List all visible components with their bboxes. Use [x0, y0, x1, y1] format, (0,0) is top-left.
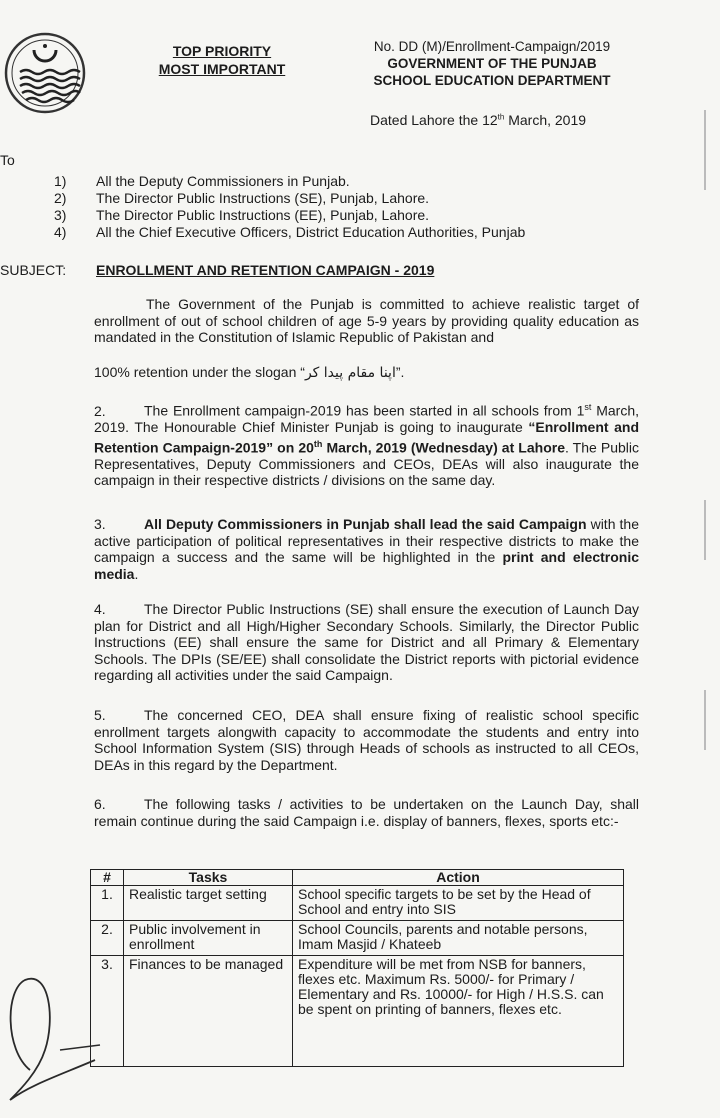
- row-number: 3.: [91, 956, 124, 1067]
- recipient-item: [54, 173, 525, 190]
- paragraph-1-slogan-line: [94, 364, 639, 382]
- paragraph-2: [94, 399, 639, 489]
- paragraph-4-text: The Director Public Instructions (SE) shall ensure the execution of Launch Day plan for District and all High/Higher Secondary Schools. Similarly, the Director Public Instructions (EE) shall ensure the same for District and all Primary & Elementary Schools. The DPIs (SE/EE) shall consolidate the District reports with pictorial evidence regarding all activities under the said Campaign.: [94, 601, 639, 683]
- recipient-number: 2): [54, 190, 67, 206]
- row-task: Finances to be managed: [124, 956, 293, 1067]
- table-row: [91, 886, 624, 921]
- to-label: To: [0, 152, 15, 168]
- paragraph-number: 6.: [94, 796, 106, 812]
- row-number: 1.: [91, 886, 124, 921]
- paragraph-number: 2.: [94, 402, 106, 419]
- department-name: SCHOOL EDUCATION DEPARTMENT: [373, 73, 611, 88]
- slogan-text: اپنا مقام پیدا کر: [304, 365, 396, 381]
- date-line: [370, 112, 586, 128]
- column-header-number: #: [91, 870, 124, 886]
- paragraph-5: [94, 707, 639, 773]
- paragraph-4: [94, 601, 639, 684]
- recipient-number: 3): [54, 207, 67, 223]
- recipient-text: The Director Public Instructions (EE), Punjab, Lahore.: [96, 207, 430, 223]
- paragraph-3-bold-a: All Deputy Commissioners in Punjab shall lead the said Campaign: [144, 516, 587, 532]
- column-header-action: Action: [293, 870, 624, 886]
- letterhead: [352, 38, 632, 89]
- paragraph-2-text-a: The Enrollment campaign-2019 has been started in all schools from 1: [144, 402, 585, 419]
- paragraph-3: [94, 516, 639, 582]
- paragraph-3-text-b: .: [134, 565, 139, 582]
- scan-edge-mark: [704, 110, 706, 190]
- subject-text: ENROLLMENT AND RETENTION CAMPAIGN - 2019: [96, 262, 435, 278]
- row-action: Expenditure will be met from NSB for banners, flexes etc. Maximum Rs. 5000/- for Primary / Elementary and Rs. 10000/- for High / H.S.S. can be spent on printing of banners, flexes etc.: [293, 956, 624, 1067]
- row-action: School Councils, parents and notable persons, Imam Masjid / Khateeb: [293, 921, 624, 956]
- priority-header: [138, 42, 306, 78]
- row-task: Public involvement in enrollment: [124, 921, 293, 956]
- campaign-name: “Enrollment and Retention Campaign-2019” on 20: [94, 419, 639, 456]
- row-number: 2.: [91, 921, 124, 956]
- signature-icon: [0, 950, 120, 1110]
- recipient-number: 1): [54, 173, 67, 189]
- row-action: School specific targets to be set by the Head of School and entry into SIS: [293, 886, 624, 921]
- table-row: [91, 921, 624, 956]
- recipient-text: All the Chief Executive Officers, District Education Authorities, Punjab: [96, 224, 526, 240]
- paragraph-2-text-b: March, 2019. The Honourable Chief Minister Punjab is going to inaugurate: [94, 402, 639, 436]
- row-task: Realistic target setting: [124, 886, 293, 921]
- slogan-suffix: ”.: [395, 364, 405, 380]
- reference-number: No. DD (M)/Enrollment-Campaign/2019: [373, 39, 611, 54]
- scan-edge-mark: [704, 500, 706, 560]
- paragraph-1: [94, 296, 639, 346]
- sup-th: th: [313, 438, 323, 449]
- recipient-text: The Director Public Instructions (SE), Punjab, Lahore.: [96, 190, 430, 206]
- paragraph-number: 4.: [94, 601, 106, 617]
- sup-st: st: [584, 402, 592, 412]
- paragraph-3-bold-b: print and electronic media: [94, 549, 639, 582]
- recipient-text: All the Deputy Commissioners in Punjab.: [96, 173, 350, 189]
- recipient-item: [54, 190, 525, 207]
- recipient-item: [54, 207, 525, 224]
- recipient-item: [54, 224, 525, 241]
- column-header-tasks: Tasks: [124, 870, 293, 886]
- date-month-year: March, 2019: [504, 112, 587, 128]
- recipient-number: 4): [54, 224, 67, 240]
- date-suffix-sup: th: [497, 112, 505, 122]
- punjab-emblem-icon: [2, 30, 88, 116]
- subject-label: SUBJECT:: [0, 262, 67, 278]
- slogan-prefix: 100% retention under the slogan “: [94, 364, 305, 380]
- paragraph-5-text: The concerned CEO, DEA shall ensure fixing of realistic school specific enrollment targets alongwith capacity to accommodate the students and entry into School Information System (SIS) through Heads of schools as instructed to all CEOs, DEAs in this regard by the Department.: [94, 707, 639, 773]
- paragraph-number: 3.: [94, 516, 106, 532]
- table-row: [91, 956, 624, 1067]
- tasks-table: [90, 869, 624, 1067]
- scan-edge-mark: [704, 690, 706, 750]
- recipient-list: [54, 173, 525, 241]
- paragraph-6-text: The following tasks / activities to be undertaken on the Launch Day, shall remain continue during the said Campaign i.e. display of banners, flexes, sports etc:-: [94, 796, 639, 829]
- paragraph-3-text-a: with the active participation of political representatives in their respective districts to make the campaign a success and the same will be highlighted in the: [94, 516, 639, 565]
- date-prefix: Dated Lahore the 12: [370, 112, 498, 128]
- paragraph-1-text: The Government of the Punjab is committed to achieve realistic target of enrollment of out of school children of age 5-9 years by providing quality education as mandated in the Constitution of Islamic Republic of Pakistan and: [94, 296, 639, 345]
- priority-line1: TOP PRIORITY: [172, 43, 272, 59]
- table-header-row: [91, 870, 624, 886]
- paragraph-number: 5.: [94, 707, 106, 723]
- government-name: GOVERNMENT OF THE PUNJAB: [387, 56, 597, 71]
- priority-line2: MOST IMPORTANT: [158, 61, 286, 77]
- paragraph-2-text-c: . The Public Representatives, Deputy Commissioners and CEOs, DEAs will also inaugurate the campaign in their respective districts / divisions on the same day.: [94, 439, 639, 489]
- inauguration-date: March, 2019 (Wednesday) at Lahore: [322, 439, 565, 456]
- paragraph-6: [94, 796, 639, 829]
